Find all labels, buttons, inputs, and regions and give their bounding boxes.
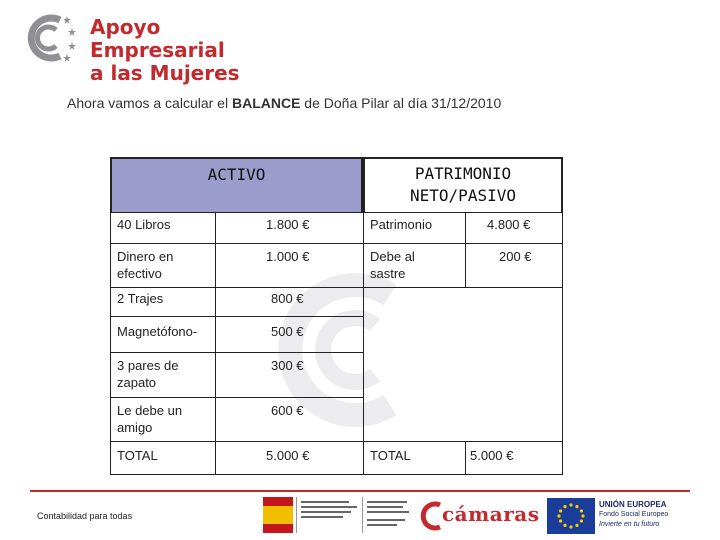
ministerio-logo-icon [263, 497, 413, 533]
activo-row-4-amount: 500 € [271, 324, 304, 339]
pasivo-row-1-concept-l1: Patrimonio [370, 217, 433, 232]
activo-row-5-concept-l1: 3 pares de [117, 358, 179, 373]
table-line-top [110, 212, 563, 213]
logo-line-2: a las Mujeres [90, 61, 240, 85]
table-line-r3 [110, 316, 363, 317]
activo-row-6-concept-l2: amigo [117, 420, 153, 435]
activo-total-amount: 5.000 € [266, 448, 310, 463]
eu-flag-icon [547, 498, 595, 534]
table-line-r1 [110, 243, 563, 244]
pasivo-header [363, 157, 563, 212]
pasivo-header-line-2: NETO/PASIVO [410, 186, 516, 205]
activo-header [110, 157, 363, 212]
pasivo-row-2-concept-l1: Debe al [370, 249, 415, 264]
activo-row-6-amount: 600 € [271, 403, 304, 418]
activo-row-2-concept-l1: Dinero en [117, 249, 174, 264]
camaras-logo [418, 497, 540, 535]
pasivo-header-line-1: PATRIMONIO [414, 164, 512, 183]
camaras-text: cámaras [442, 502, 540, 526]
activo-row-4-concept-l1: Magnetófono- [117, 324, 198, 339]
intro-bold: BALANCE [231, 95, 301, 111]
activo-row-2-concept-l2: efectivo [117, 266, 162, 281]
table-vline-left [110, 212, 111, 475]
activo-row-6-concept-l1: Le debe un [117, 403, 183, 418]
table-line-r4 [110, 352, 363, 353]
activo-header-label: ACTIVO [207, 165, 266, 184]
table-line-r2 [110, 287, 563, 288]
footer-caption: Contabilidad para todas [37, 511, 133, 521]
brand-logo [20, 8, 290, 85]
camaras-mark-icon [418, 498, 444, 534]
logo-text [90, 16, 290, 85]
pasivo-total-label: TOTAL [370, 448, 411, 463]
activo-row-5-amount: 300 € [271, 358, 304, 373]
table-vline-right [562, 212, 563, 475]
table-vline-pasivo-split [465, 212, 466, 288]
table-line-r6 [110, 441, 563, 442]
intro-before: Ahora vamos a calcular el [67, 95, 232, 111]
table-vline-center [363, 212, 364, 475]
activo-row-5-concept-l2: zapato [117, 375, 157, 390]
activo-row-1-concept [117, 216, 170, 233]
intro-sentence [67, 95, 501, 111]
activo-row-6-concept [117, 402, 182, 436]
activo-row-2-amount: 1.000 € [266, 249, 310, 264]
pasivo-row-2-concept-l2: sastre [370, 266, 406, 281]
activo-row-5-concept [117, 357, 178, 391]
ue-logo [547, 497, 687, 535]
activo-row-1-amount: 1.800 € [266, 217, 310, 232]
logo-mark-icon [20, 10, 76, 66]
pasivo-row-2-concept [370, 248, 415, 282]
ue-line-1: UNIÓN EUROPEA [599, 500, 667, 509]
activo-row-1-concept-l1: 40 Libros [117, 217, 171, 232]
table-vline-pasivo-split-bottom [465, 441, 466, 475]
footer-divider [30, 490, 690, 492]
table-vline-activo-split [215, 212, 216, 475]
logo-line-1: Apoyo Empresarial [90, 15, 225, 62]
activo-row-4-concept [117, 323, 197, 340]
ue-text [599, 500, 668, 530]
intro-after: de Doña Pilar al día 31/12/2010 [300, 95, 502, 111]
pasivo-row-2-amount: 200 € [499, 249, 532, 264]
table-line-bottom [110, 474, 563, 475]
table-line-r5 [110, 397, 363, 398]
pasivo-total-amount: 5.000 € [470, 448, 514, 463]
pasivo-row-1-amount: 4.800 € [487, 217, 531, 232]
activo-row-3-concept-l1: 2 Trajes [117, 291, 164, 306]
activo-row-2-concept [117, 248, 173, 282]
activo-row-3-concept [117, 290, 163, 307]
pasivo-row-1-concept [370, 216, 432, 233]
pasivo-header-label [365, 163, 561, 207]
ue-line-3: Invierte en tu futuro [599, 521, 660, 528]
activo-row-3-amount: 800 € [271, 291, 304, 306]
activo-total-label: TOTAL [117, 448, 158, 463]
ue-line-2: Fondo Social Europeo [599, 511, 669, 518]
